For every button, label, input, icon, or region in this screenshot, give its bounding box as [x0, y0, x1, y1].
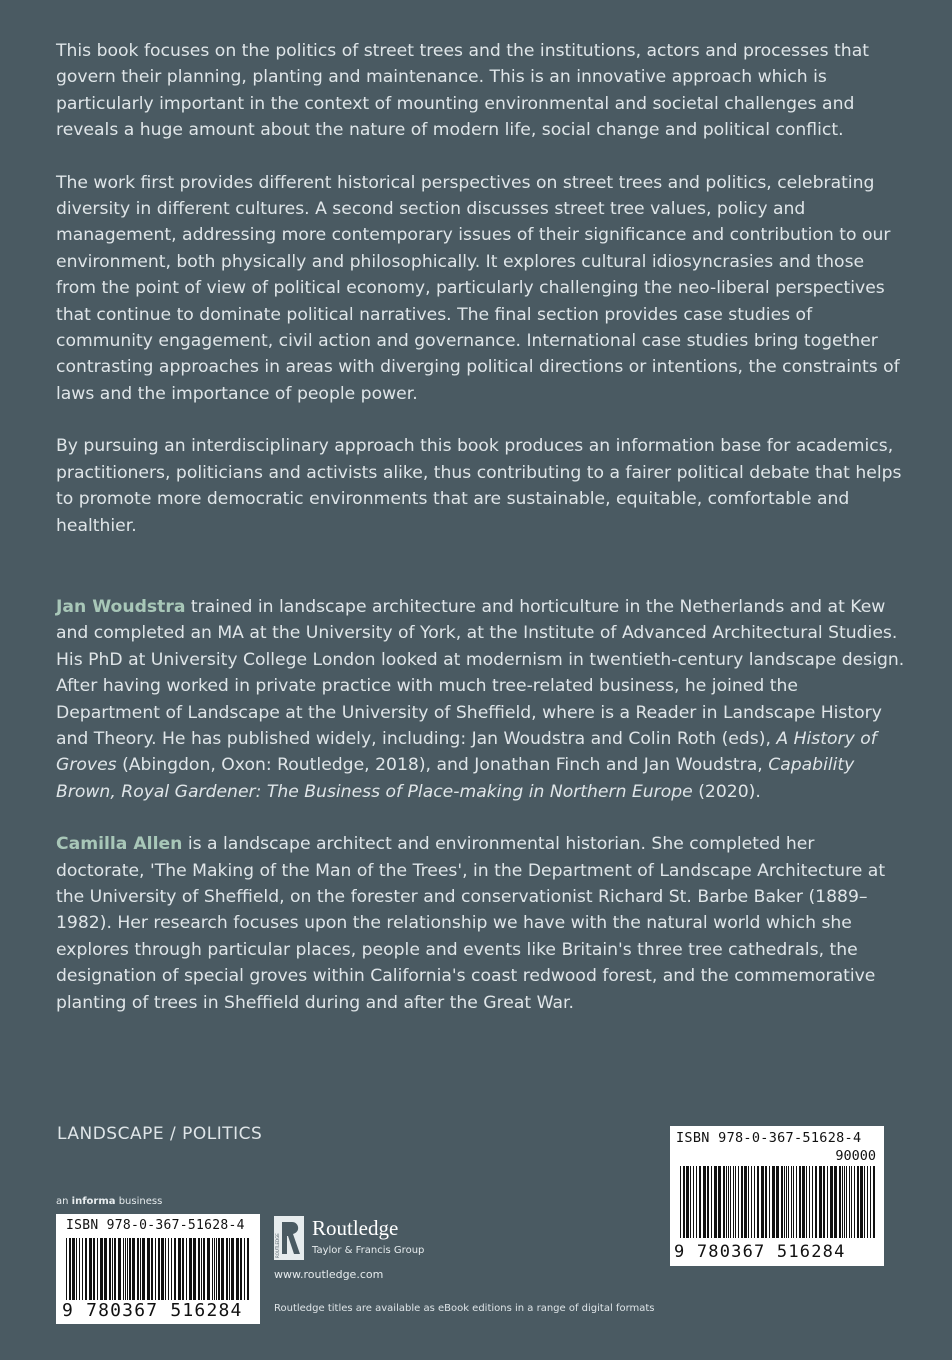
barcode-bar: [140, 1238, 141, 1300]
barcode-bar: [802, 1166, 805, 1238]
barcode-bar: [839, 1166, 841, 1238]
barcode-bar: [100, 1238, 103, 1300]
book-description: [56, 38, 906, 565]
barcode-bar: [193, 1238, 196, 1300]
barcode-digits: 9 780367 516284: [62, 1300, 243, 1321]
bio-text: trained in landscape architecture and horticulture in the Netherlands and at Kew and completed an MA at the University of York, at the Institute of Advanced Architectural Studies. His PhD at University College London looked at modernism in twentieth-century landscape design. After having worked in private practice with much tree-related business, he joined the Department of Landscape at the University of Sheffield, where is a Reader in Landscape History and Theory. He has published widely, including: Jan Woudstra and Colin Roth (eds),: [56, 597, 905, 750]
barcode-bar: [226, 1238, 228, 1300]
barcode-bar: [89, 1238, 92, 1300]
barcode-bar: [244, 1238, 245, 1300]
barcode-bar: [683, 1166, 685, 1238]
barcode-bar: [788, 1166, 789, 1238]
barcode-bar: [168, 1238, 169, 1300]
barcode-bar: [860, 1166, 863, 1238]
barcode-bar: [132, 1238, 135, 1300]
subject-category: LANDSCAPE / POLITICS: [57, 1124, 263, 1144]
barcode-bar: [214, 1238, 215, 1300]
barcode-bar: [147, 1238, 150, 1300]
bio-text: (Abingdon, Oxon: Routledge, 2018), and Jonathan Finch and Jan Woudstra,: [116, 755, 769, 776]
barcode-bar: [216, 1238, 217, 1300]
barcode-bar: [97, 1238, 98, 1300]
barcode-bar: [125, 1238, 126, 1300]
barcode-bar: [114, 1238, 116, 1300]
barcode-bar: [189, 1238, 192, 1300]
routledge-vertical-mark: ROUTLEDGE: [275, 1233, 280, 1258]
barcode-bar: [229, 1238, 230, 1300]
barcode-bar: [137, 1238, 139, 1300]
barcode-bar: [123, 1238, 124, 1300]
barcode-bar: [203, 1238, 205, 1300]
informa-pre: an: [56, 1196, 72, 1207]
barcode-bar: [784, 1166, 785, 1238]
barcode-bar: [85, 1238, 87, 1300]
barcode-bar: [761, 1166, 764, 1238]
barcode-bars: [680, 1166, 876, 1238]
description-paragraph-2: The work first provides different historical perspectives on street trees and politics, celebrating diversity in different cultures. A second section discusses street tree values, policy and management, addressing more contemporary issues of their significance and contribution to our environment, both physically and philosophically. It explores cultural idiosyncrasies and those from the point of view of political economy, particularly challenging the neo-liberal perspectives that continue to dominate political narratives. The final section provides case studies of community engagement, civil action and governance. International case studies bring together contrasting approaches in areas with diverging political directions or intentions, the constraints of laws and the importance of people power.: [56, 172, 900, 404]
barcode-bar: [781, 1166, 783, 1238]
barcode-bar: [834, 1166, 837, 1238]
author-biographies: [56, 594, 906, 1042]
barcode-bar: [809, 1166, 810, 1238]
barcode-bar: [93, 1238, 95, 1300]
barcode-bar: [104, 1238, 107, 1300]
routledge-logo: [272, 1214, 472, 1262]
barcode-bar: [171, 1238, 172, 1300]
barcode-bar: [733, 1166, 734, 1238]
routledge-r-icon: [272, 1214, 308, 1262]
barcode-bar: [726, 1166, 727, 1238]
barcode-bar: [806, 1166, 807, 1238]
barcode-bar: [174, 1238, 176, 1300]
publisher-group: Taylor & Francis Group: [312, 1245, 425, 1256]
barcode-bar: [236, 1238, 239, 1300]
barcode-bar: [129, 1238, 131, 1300]
barcode-bar: [680, 1166, 681, 1238]
author-bio-jan-woudstra: [56, 594, 906, 805]
ebook-note: Routledge titles are available as eBook editions in a range of digital formats: [274, 1303, 655, 1314]
barcode-bar: [799, 1166, 801, 1238]
barcode-bar: [873, 1166, 875, 1238]
barcode-bar: [815, 1166, 817, 1238]
barcode-bar: [844, 1166, 845, 1238]
barcode-bar: [870, 1166, 871, 1238]
barcode-bar: [198, 1238, 200, 1300]
barcode-bar: [118, 1238, 121, 1300]
barcode-bar: [155, 1238, 156, 1300]
barcode-bar: [854, 1166, 855, 1238]
barcode-bar: [690, 1166, 691, 1238]
isbn-barcode-right: [670, 1126, 884, 1266]
author-name: Camilla Allen: [56, 834, 183, 855]
barcode-bar: [707, 1166, 709, 1238]
barcode-bar: [711, 1166, 712, 1238]
author-bio-camilla-allen: [56, 831, 906, 1016]
barcode-bar: [112, 1238, 113, 1300]
barcode-bar: [744, 1166, 747, 1238]
barcode-bar: [846, 1166, 847, 1238]
barcode-bar: [842, 1166, 843, 1238]
barcode-bar: [867, 1166, 868, 1238]
barcode-bar: [754, 1166, 755, 1238]
barcode-bar: [849, 1166, 850, 1238]
barcode-bar: [76, 1238, 77, 1300]
barcode-bar: [714, 1166, 717, 1238]
barcode-digits: 9 780367 516284: [674, 1242, 846, 1262]
barcode-bar: [79, 1238, 80, 1300]
barcode-bars: [66, 1238, 252, 1300]
barcode-bar: [186, 1238, 187, 1300]
publisher-url[interactable]: www.routledge.com: [274, 1268, 384, 1281]
description-paragraph-3: By pursuing an interdisciplinary approach this book produces an information base for academics, practitioners, politicians and activists alike, thus contributing to a fairer political debate that helps to promote more democratic environments that are sustainable, equitable, comfortable and healthier.: [56, 436, 902, 536]
barcode-bar: [151, 1238, 153, 1300]
barcode-bar: [791, 1166, 792, 1238]
isbn-text: ISBN 978-0-367-51628-4: [676, 1130, 862, 1146]
barcode-bar: [696, 1166, 697, 1238]
description-paragraph-1: This book focuses on the politics of street trees and the institutions, actors and processes that govern their planning, planting and maintenance. This is an innovative approach which is particularly important in the context of mounting environmental and societal challenges and reveals a huge amount about the nature of modern life, social change and political conflict.: [56, 41, 869, 141]
barcode-bar: [723, 1166, 725, 1238]
barcode-bar: [796, 1166, 797, 1238]
barcode-bar: [827, 1166, 828, 1238]
bio-text: (2020).: [692, 781, 761, 802]
barcode-bar: [748, 1166, 749, 1238]
barcode-bar: [857, 1166, 859, 1238]
barcode-bar: [231, 1238, 234, 1300]
barcode-bar: [793, 1166, 794, 1238]
barcode-bar: [812, 1166, 813, 1238]
barcode-bar: [751, 1166, 752, 1238]
barcode-bar: [851, 1166, 852, 1238]
barcode-bar: [218, 1238, 220, 1300]
barcode-bar: [161, 1238, 164, 1300]
barcode-bar: [82, 1238, 83, 1300]
barcode-bar: [757, 1166, 759, 1238]
barcode-bar: [741, 1166, 743, 1238]
informa-tagline: [56, 1196, 162, 1207]
barcode-bar: [127, 1238, 128, 1300]
barcode-bar: [728, 1166, 729, 1238]
informa-brand: informa: [71, 1196, 116, 1207]
barcode-bar: [830, 1166, 833, 1238]
price-addon: 90000: [835, 1148, 876, 1164]
book-title: Capability Brown, Royal Gardener: The Business of Place-making in Northern Europe: [56, 755, 855, 802]
book-title: A History of Groves: [56, 729, 877, 776]
barcode-bar: [772, 1166, 775, 1238]
barcode-bar: [718, 1166, 721, 1238]
isbn-text: ISBN 978-0-367-51628-4: [66, 1218, 245, 1233]
barcode-bar: [823, 1166, 825, 1238]
barcode-bar: [693, 1166, 694, 1238]
barcode-bar: [69, 1238, 71, 1300]
barcode-bar: [72, 1238, 75, 1300]
barcode-bar: [142, 1238, 145, 1300]
barcode-bar: [730, 1166, 731, 1238]
barcode-bar: [765, 1166, 767, 1238]
barcode-bar: [66, 1238, 67, 1300]
barcode-bar: [221, 1238, 224, 1300]
barcode-bar: [212, 1238, 213, 1300]
barcode-bar: [109, 1238, 111, 1300]
barcode-bar: [247, 1238, 249, 1300]
barcode-bar: [703, 1166, 706, 1238]
barcode-bar: [240, 1238, 242, 1300]
bio-text: is a landscape architect and environmental historian. She completed her doctorate, 'The Making of the Man of the Trees', in the Department of Landscape Architecture at the University of Sheffield, on the forester and conservationist Richard St. Barbe Baker (1889–1982). Her research focuses upon the relationship we have with the natural world which she explores through particular places, people and events like Britain's three tree cathedrals, the designation of special groves within California's coast redwood forest, and the commemorative planting of trees in Sheffield during and after the Great War.: [56, 834, 886, 1013]
author-name: Jan Woudstra: [56, 597, 186, 617]
barcode-bar: [158, 1238, 160, 1300]
informa-post: business: [115, 1196, 163, 1207]
barcode-bar: [864, 1166, 865, 1238]
barcode-bar: [786, 1166, 787, 1238]
barcode-bar: [735, 1166, 736, 1238]
barcode-bar: [776, 1166, 779, 1238]
publisher-name: Routledge: [312, 1216, 399, 1240]
barcode-bar: [182, 1238, 184, 1300]
barcode-bar: [769, 1166, 770, 1238]
barcode-bar: [201, 1238, 202, 1300]
barcode-bar: [178, 1238, 181, 1300]
barcode-bar: [207, 1238, 210, 1300]
barcode-bar: [699, 1166, 701, 1238]
barcode-bar: [819, 1166, 822, 1238]
isbn-barcode-left: [56, 1214, 260, 1324]
barcode-bar: [686, 1166, 689, 1238]
barcode-bar: [738, 1166, 739, 1238]
barcode-bar: [165, 1238, 166, 1300]
